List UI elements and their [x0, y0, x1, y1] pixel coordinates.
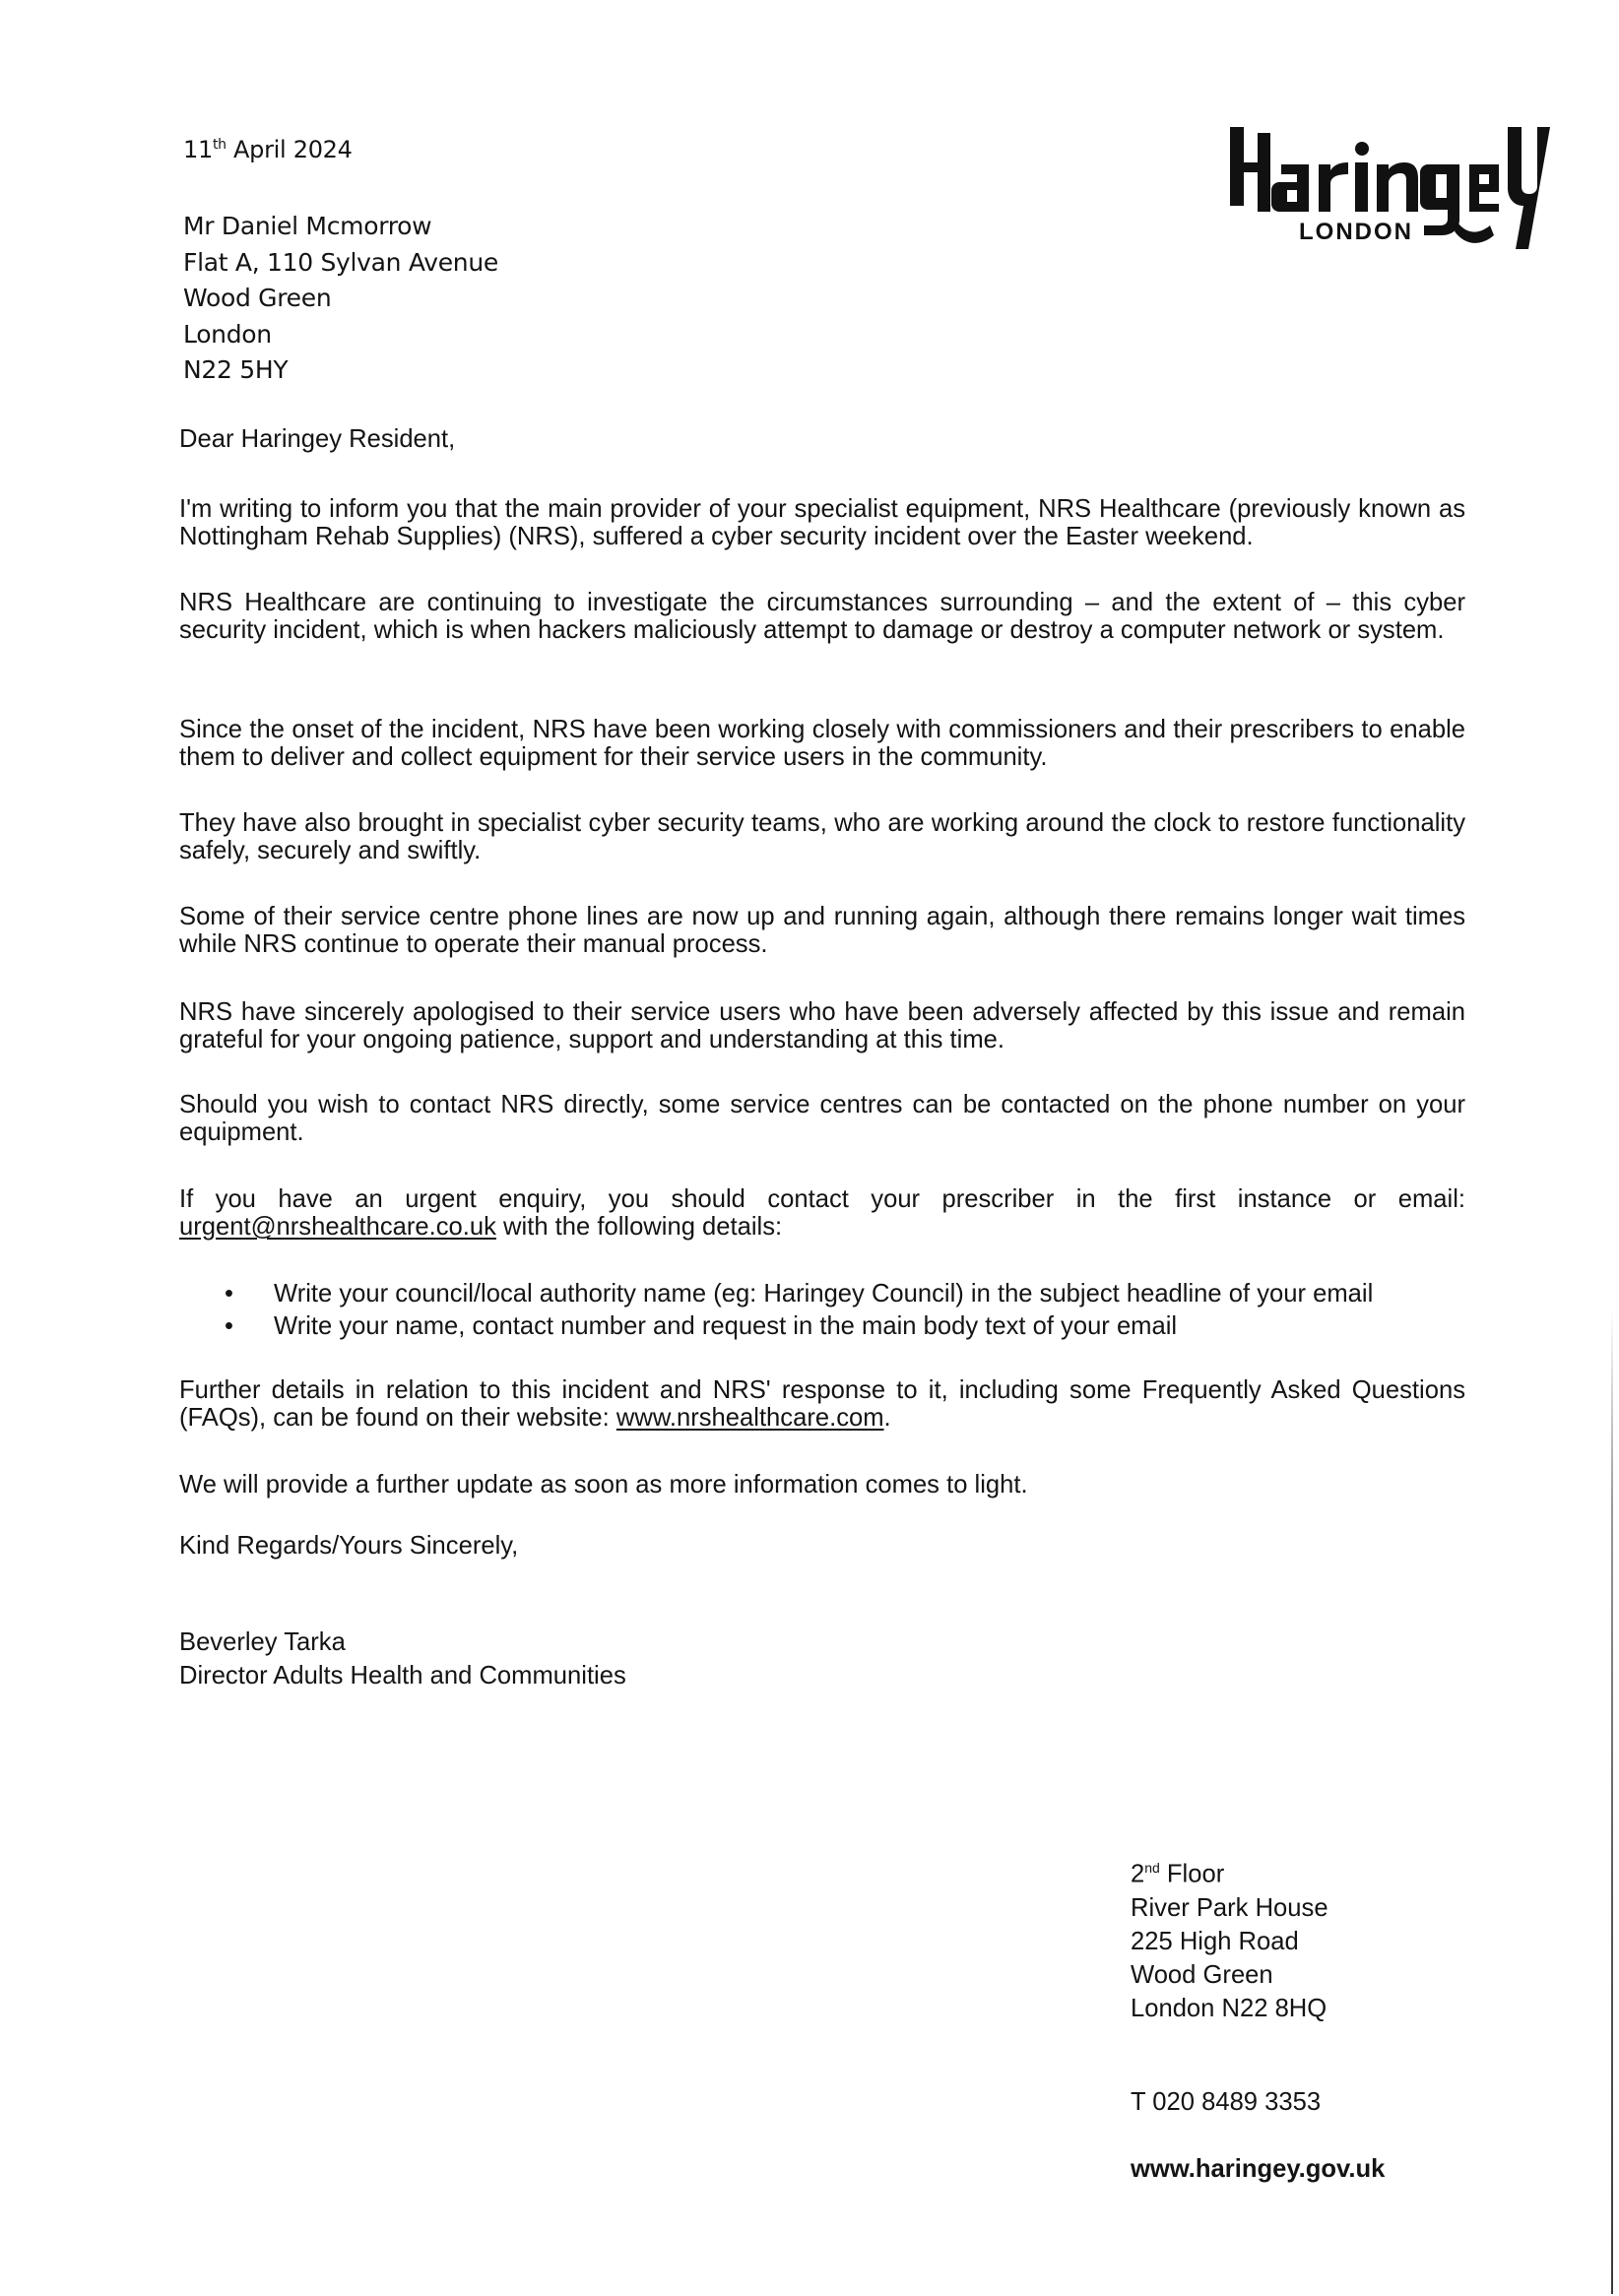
- recipient-line: N22 5HY: [183, 355, 289, 384]
- further-details-end: .: [883, 1404, 891, 1432]
- salutation: Dear Haringey Resident,: [179, 425, 456, 453]
- footer-address-line: 225 High Road: [1131, 1927, 1299, 1955]
- footer-floor: [1131, 1851, 1328, 1891]
- date-month-year: April 2024: [226, 136, 353, 163]
- list-item: [225, 1280, 1465, 1312]
- paragraph-cyber-incident: I'm writing to inform you that the main provider of your specialist equipment, NRS Healthcare (previously known as Nottingham Rehab Supplies) (NRS), suffered a cyber security incident over the Easter weekend.: [179, 495, 1465, 550]
- paragraph-apology: NRS have sincerely apologised to their service users who have been adversely affected by this issue and remain grateful for your ongoing patience, support and understanding at this time.: [179, 998, 1465, 1053]
- paragraph-further-details: [179, 1376, 1465, 1432]
- council-website-link[interactable]: www.haringey.gov.uk: [1131, 2155, 1386, 2183]
- bullet-text: Write your name, contact number and request in the main body text of your email: [274, 1312, 1178, 1340]
- recipient-line: Wood Green: [183, 284, 332, 312]
- signatory-title: Director Adults Health and Communities: [179, 1662, 626, 1690]
- scan-edge-artifact: [1611, 1309, 1613, 2294]
- paragraph-working-closely: Since the onset of the incident, NRS have been working closely with commissioners and their prescribers to enable them to deliver and collect equipment for their service users in the community.: [179, 716, 1465, 771]
- haringey-logo: [1226, 113, 1551, 251]
- urgent-enquiry-text: If you have an urgent enquiry, you should contact your prescriber in the first instance or email:: [179, 1185, 1465, 1213]
- urgent-enquiry-text-end: with the following details:: [495, 1213, 783, 1241]
- nrs-website-link[interactable]: www.nrshealthcare.com: [615, 1404, 884, 1432]
- letter-date: [183, 136, 353, 163]
- list-item: [225, 1312, 1465, 1345]
- floor-number: 2: [1131, 1860, 1145, 1888]
- recipient-address: [183, 209, 498, 389]
- closing-line: Kind Regards/Yours Sincerely,: [179, 1532, 519, 1560]
- floor-suffix: nd: [1144, 1860, 1160, 1876]
- recipient-line: London: [183, 319, 272, 349]
- urgent-email-link[interactable]: urgent@nrshealthcare.co.uk: [179, 1213, 496, 1241]
- paragraph-investigation: NRS Healthcare are continuing to investigate the circumstances surrounding – and the extent of – this cyber security incident, which is when hackers maliciously attempt to damage or destroy a computer network or system.: [179, 589, 1465, 644]
- council-address: [1131, 1851, 1328, 2025]
- paragraph-phone-lines: Some of their service centre phone lines are now up and running again, although there remains longer wait times while NRS continue to operate their manual process.: [179, 903, 1465, 958]
- paragraph-security-teams: They have also brought in specialist cyber security teams, who are working around the clock to restore functionality safely, securely and swiftly.: [179, 809, 1465, 864]
- paragraph-contact-nrs: Should you wish to contact NRS directly, some service centres can be contacted on the phone number on your equipment.: [179, 1091, 1465, 1146]
- footer-address-line: Wood Green: [1131, 1960, 1273, 1989]
- paragraph-urgent-enquiry: [179, 1185, 1465, 1241]
- council-phone: T 020 8489 3353: [1131, 2088, 1322, 2116]
- haringey-logo-swoosh: [1455, 223, 1494, 243]
- date-day: 11: [183, 136, 213, 163]
- details-bullet-list: [225, 1280, 1465, 1345]
- recipient-line: Mr Daniel Mcmorrow: [183, 212, 432, 240]
- date-suffix: th: [212, 137, 227, 153]
- haringey-logo-subtitle: LONDON: [1299, 219, 1413, 245]
- footer-address-line: London N22 8HQ: [1131, 1994, 1328, 2022]
- signatory-name: Beverley Tarka: [179, 1628, 346, 1656]
- bullet-text: Write your council/local authority name (eg: Haringey Council) in the subject headline of your email: [274, 1280, 1374, 1307]
- footer-address-line: River Park House: [1131, 1893, 1328, 1922]
- further-details-text: Further details in relation to this incident and NRS' response to it, including some Frequently Asked Questions (FAQs), can be found on their website:: [179, 1376, 1465, 1432]
- recipient-line: Flat A, 110 Sylvan Avenue: [183, 247, 498, 277]
- bullet-icon: •: [225, 1312, 233, 1340]
- floor-word: Floor: [1159, 1860, 1225, 1888]
- bullet-icon: •: [225, 1280, 233, 1307]
- paragraph-further-update: We will provide a further update as soon as more information comes to light.: [179, 1471, 1028, 1499]
